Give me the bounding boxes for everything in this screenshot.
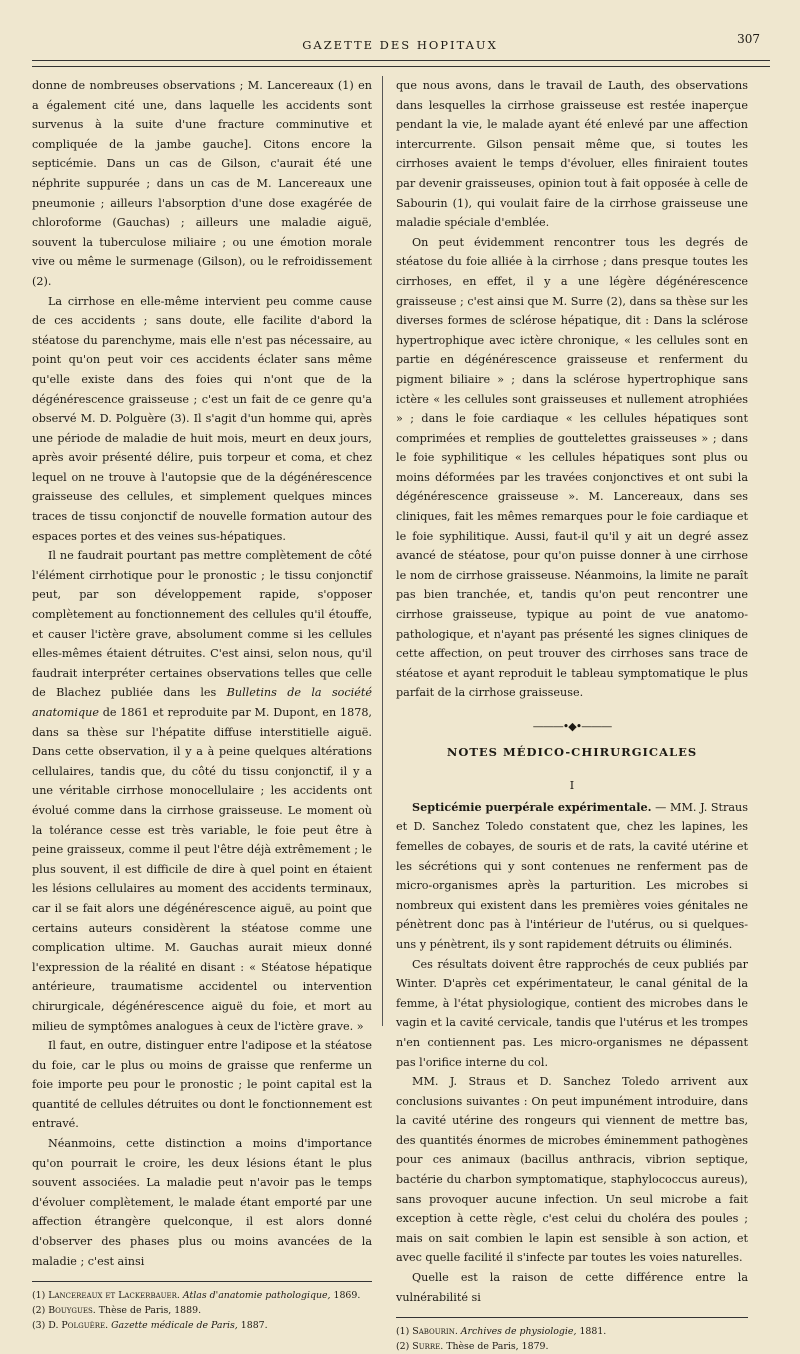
- left-column: [32, 76, 372, 1333]
- paragraph: [32, 546, 372, 1036]
- paragraph: [396, 798, 748, 955]
- footnote: (2) Bouygues. Thèse de Paris, 1889.: [32, 1305, 202, 1317]
- running-title: GAZETTE DES HOPITAUX: [302, 38, 498, 52]
- footnotes-right: [396, 1324, 748, 1354]
- section-title: NOTES MÉDICO-CHIRURGICALES: [446, 744, 698, 759]
- footnotes-left: [32, 1288, 372, 1333]
- paragraph: Néanmoins, cette distinction a moins d'importance qu'on pourrait le croire, les deux lésions étant le plus souvent associées. La maladie peut n'avoir pas le temps d'évoluer complètement, le malade étant emporté par une affection étrangère quelconque, il est alors donné d'observer des phases plus ou moins avancées de la maladie ; c'est ainsi: [32, 1137, 372, 1268]
- footnote: (3) D. Polguère. Gazette médicale de Paris, 1887.: [32, 1320, 268, 1332]
- paragraph: donne de nombreuses observations ; M. Lancereaux (1) en a également cité une, dans laquelle les accidents sont survenus à la suite d'une fracture comminutive et compliquée de la jambe gauche]. Citons encore la septicémie. Dans un cas de Gilson, c'aurait été une néphrite suppurée ; dans un cas de M. Lancereaux une pneumonie ; ailleurs l'absorption d'une dose exagérée de chloroforme (Gauchas) ; ailleurs une maladie aiguë, souvent la tuberculose miliaire ; ou une émotion morale vive ou même le surmenage (Gilson), ou le refroidissement (2).: [32, 79, 372, 288]
- paragraph: que nous avons, dans le travail de Lauth, des observations dans lesquelles la cirrhose graisseuse est restée inaperçue pendant la vie, le malade ayant été enlevé par une affection intercurrente. Gilson pensait même que, si toutes les cirrhoses avaient le temps d'évoluer, elles finiraient toutes par devenir graisseuses, opinion tout à fait opposée à celle de Sabourin (1), qui voulait faire de la cirrhose graisseuse une maladie spéciale d'emblée.: [396, 79, 748, 230]
- footnote: (2) Surre. Thèse de Paris, 1879.: [396, 1341, 549, 1353]
- page-number: 307: [737, 32, 760, 46]
- section-number: I: [569, 779, 575, 793]
- footnote: (1) Lancereaux et Lackerbauer. Atlas d'anatomie pathologique, 1869.: [32, 1290, 361, 1302]
- paragraph-text: de 1861 et reproduite par M. Dupont, en 1878, dans sa thèse sur l'hépatite diffuse interstitielle aiguë. Dans cette observation, il y a à peine quelques altérations cellulaires, tandis que, du côté du tissu conjonctif, il y a une véritable cirrhose monocellulaire ; les accidents ont évolué comme dans la cirrhose graisseuse. Le moment où la tolérance cesse est très variable, le foie peut être à peine graisseux, comme il peut l'être déjà extrêmement ; le plus souvent, il est difficile de dire à quel point en étaient les lésions cellulaires au moment des accidents terminaux, car il se fait alors une dégénérescence aiguë, au point que certains auteurs considèrent la stéatose comme une complication ultime. M. Gauchas aurait mieux donné l'expression de la réalité en disant : « Stéatose hépatique antérieure, traumatisme accidentel ou intervention chirurgicale, dégénérescence aiguë du foie, et mort au milieu de symptômes analogues à ceux de l'ictère grave. »: [32, 706, 372, 1033]
- paragraph: MM. J. Straus et D. Sanchez Toledo arrivent aux conclusions suivantes : On peut impunément introduire, dans la cavité utérine des rongeurs qui viennent de mettre bas, des quantités énormes de microbes éminemment pathogènes pour ces animaux (bacillus anthracis, vibrion septique, bactérie du charbon symptomatique, staphylococcus aureus), sans provoquer aucune infection. Un seul microbe a fait exception à cette règle, c'est celui du choléra des poules ; mais on sait combien le lapin est sensible à son action, et avec quelle facilité il s'infecte par toutes les voies naturelles.: [396, 1075, 748, 1265]
- footnote: (1) Sabourin. Archives de physiologie, 1881.: [396, 1326, 607, 1338]
- runin-heading: Septicémie puerpérale expérimentale.: [412, 799, 652, 814]
- paragraph: Il faut, en outre, distinguer entre l'adipose et la stéatose du foie, car le plus ou moins de graisse que renferme un foie importe peu pour le pronostic ; le point capital est la quantité de cellules détruites ou dont le fonctionnement est entravé.: [32, 1039, 372, 1131]
- paragraph: On peut évidemment rencontrer tous les degrés de stéatose du foie alliée à la cirrhose ; dans presque toutes les cirrhoses, en effet, il y a une légère dégénérescence graisseuse ; c'est ainsi que M. Surre (2), dans sa thèse sur les diverses formes de sclérose hépatique, dit : Dans la sclérose hypertrophique avec ictère chronique, « les cellules sont en partie en dégénérescence graisseuse et renferment du pigment biliaire » ; dans la sclérose hypertrophique sans ictère « les cellules sont graisseuses et nullement atrophiées » ; dans le foie cardiaque « les cellules hépatiques sont comprimées et remplies de gouttelettes graisseuses » ; dans le foie syphilitique « les cellules hépatiques sont plus ou moins déformées par les travées conjonctives et ont subi la dégénérescence graisseuse ». M. Lancereaux, dans ses cliniques, fait les mêmes remarques pour le foie cardiaque et le foie syphilitique. Aussi, faut-il qu'il y ait un degré assez avancé de stéatose, pour qu'on puisse donner à une cirrhose le nom de cirrhose graisseuse. Néanmoins, la limite ne paraît pas bien tranchée, et, tandis qu'on peut rencontrer une cirrhose graisseuse, typique au point de vue anatomo-pathologique, et n'ayant pas présenté les signes cliniques de cette affection, on peut trouver des cirrhoses sans trace de stéatose et ayant reproduit le tableau symptomatique le plus parfait de la cirrhose graisseuse.: [396, 235, 748, 700]
- paragraph-text: — MM. J. Straus et D. Sanchez Toledo constatent que, chez les lapines, les femelles de cobayes, de souris et de rats, la cavité utérine et les sécrétions qui y sont contenues ne renferment pas de micro-organismes après la parturition. Les microbes si nombreux qui existent dans les premières voies génitales ne pénètrent donc pas à l'intérieur de l'utérus, ou si quelques-uns y pénètrent, ils y sont rapidement détruits ou éliminés.: [396, 800, 748, 951]
- paragraph: Quelle est la raison de cette différence entre la vulnérabilité si: [396, 1271, 748, 1304]
- column-divider: [382, 76, 383, 1026]
- footnote-separator: [32, 1281, 372, 1282]
- header-rule-double: [32, 66, 770, 67]
- journal-title: Bulletins de la société anatomique: [32, 686, 372, 719]
- paragraph: Ces résultats doivent être rapprochés de ceux publiés par Winter. D'après cet expérimentateur, le canal génital de la femme, à l'état physiologique, contient des microbes dans le vagin et la cavité cervicale, tandis que l'utérus et les trompes n'en contiennent pas. Les micro-organismes ne dépassent pas l'orifice interne du col.: [396, 957, 748, 1069]
- header-rule: [32, 60, 770, 61]
- right-column: [396, 76, 748, 1354]
- paragraph-text: Il ne faudrait pourtant pas mettre complètement de côté l'élément cirrhotique pour le pronostic ; le tissu conjonctif peut, par son développement rapide, s'opposer complètement au fonctionnement des cellules qu'il étouffe, et causer l'ictère grave, absolument comme si les cellules elles-mêmes étaient détruites. C'est ainsi, selon nous, qu'il faudrait interpréter certaines observations telles que celle de Blachez publiée dans les: [32, 549, 372, 700]
- fleuron-ornament: ———•◆•———: [532, 720, 612, 733]
- footnote-separator: [396, 1317, 748, 1318]
- paragraph: La cirrhose en elle-même intervient peu comme cause de ces accidents ; sans doute, elle facilite d'abord la stéatose du parenchyme, mais elle n'est pas nécessaire, au point qu'on peut voir ces accidents éclater sans même qu'elle existe dans des foies qui n'ont que de la dégénérescence graisseuse ; c'est un fait de ce genre qu'a observé M. D. Polguère (3). Il s'agit d'un homme qui, après une période de maladie de huit mois, meurt en deux jours, après avoir présenté délire, puis torpeur et coma, et chez lequel on ne trouve à l'autopsie que de la dégénérescence graisseuse des cellules, et simplement quelques minces traces de tissu conjonctif de nouvelle formation autour des espaces portes et des veines sus-hépatiques.: [32, 294, 372, 543]
